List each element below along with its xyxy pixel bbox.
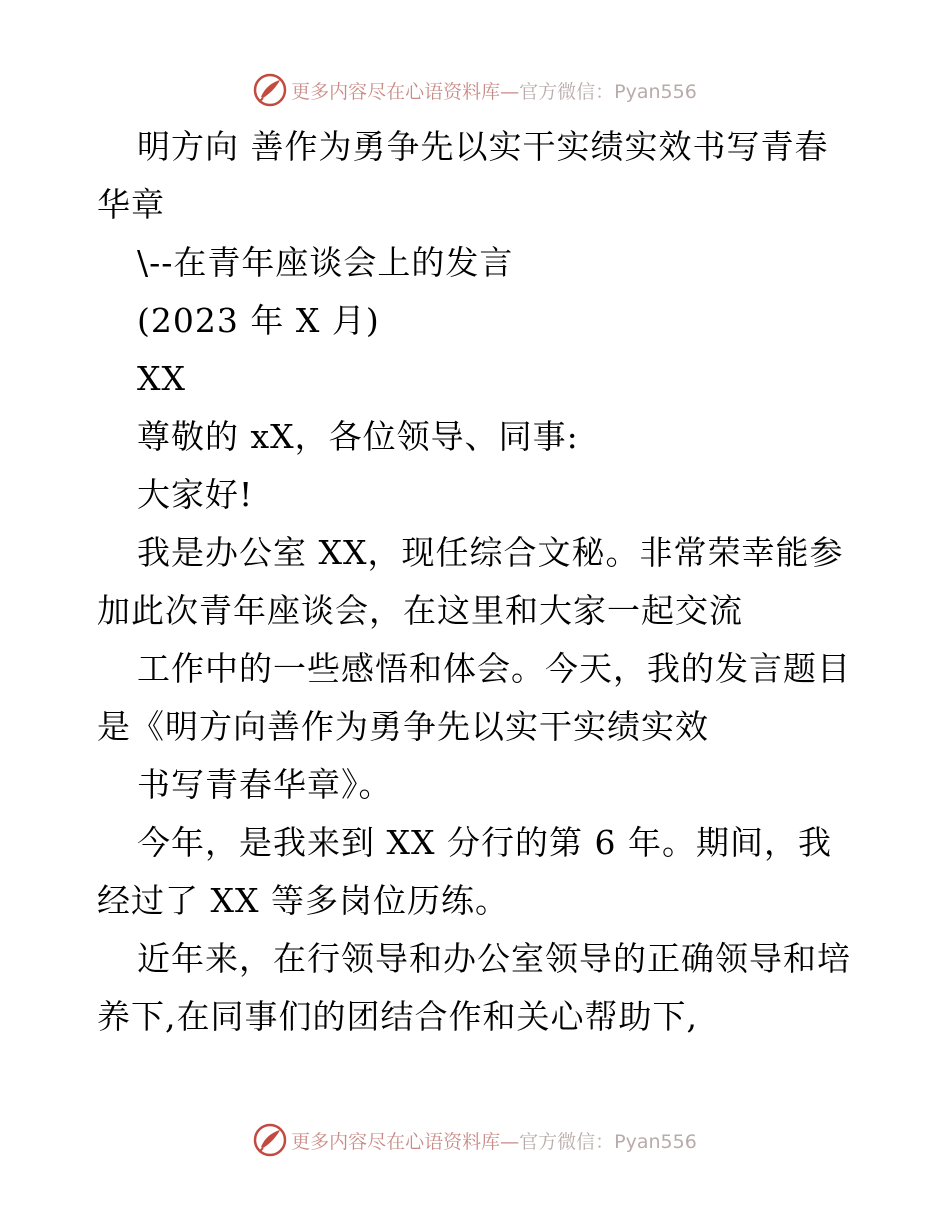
doc-paragraph-line: 经过了 XX 等多岗位历练。 — [97, 881, 509, 920]
feather-pen-logo-icon — [253, 73, 287, 107]
doc-paragraph-line: 今年，是我来到 XX 分行的第 6 年。期间，我 — [137, 823, 832, 862]
banner-text — [291, 77, 697, 104]
doc-author: XX — [137, 359, 186, 398]
doc-paragraph-line: 加此次青年座谈会，在这里和大家一起交流 — [97, 591, 743, 630]
doc-greeting: 大家好! — [137, 475, 254, 514]
feather-pen-logo-icon — [253, 1123, 287, 1157]
doc-salutation: 尊敬的 xX，各位领导、同事: — [137, 417, 579, 456]
banner-wechat-text: 官方微信：Pyan556 — [519, 1130, 697, 1153]
header-watermark-banner — [0, 70, 950, 110]
document-body — [97, 118, 857, 1046]
banner-site-text: 更多内容尽在心语资料库 — [291, 80, 501, 103]
doc-title-line-1: 明方向 善作为勇争先以实干实绩实效书写青春 — [137, 127, 829, 166]
doc-date: (2023 年 X 月) — [137, 301, 380, 340]
footer-watermark-banner — [0, 1120, 950, 1160]
banner-separator: — — [500, 80, 520, 103]
doc-paragraph-line: 我是办公室 XX，现任综合文秘。非常荣幸能参 — [137, 533, 844, 572]
doc-paragraph-line: 近年来，在行领导和办公室领导的正确领导和培 — [137, 939, 851, 978]
banner-wechat-text: 官方微信：Pyan556 — [519, 80, 697, 103]
doc-paragraph-line: 养下,在同事们的团结合作和关心帮助下, — [97, 997, 698, 1036]
banner-separator: — — [500, 1130, 520, 1153]
doc-paragraph-line: 工作中的一些感悟和体会。今天，我的发言题目 — [137, 649, 851, 688]
doc-paragraph-line: 是《明方向善作为勇争先以实干实绩实效 — [97, 707, 709, 746]
banner-text — [291, 1127, 697, 1154]
doc-paragraph-line: 书写青春华章》。 — [137, 765, 393, 804]
doc-title-line-2: 华章 — [97, 185, 165, 224]
banner-site-text: 更多内容尽在心语资料库 — [291, 1130, 501, 1153]
doc-subtitle: \--在青年座谈会上的发言 — [137, 243, 514, 282]
